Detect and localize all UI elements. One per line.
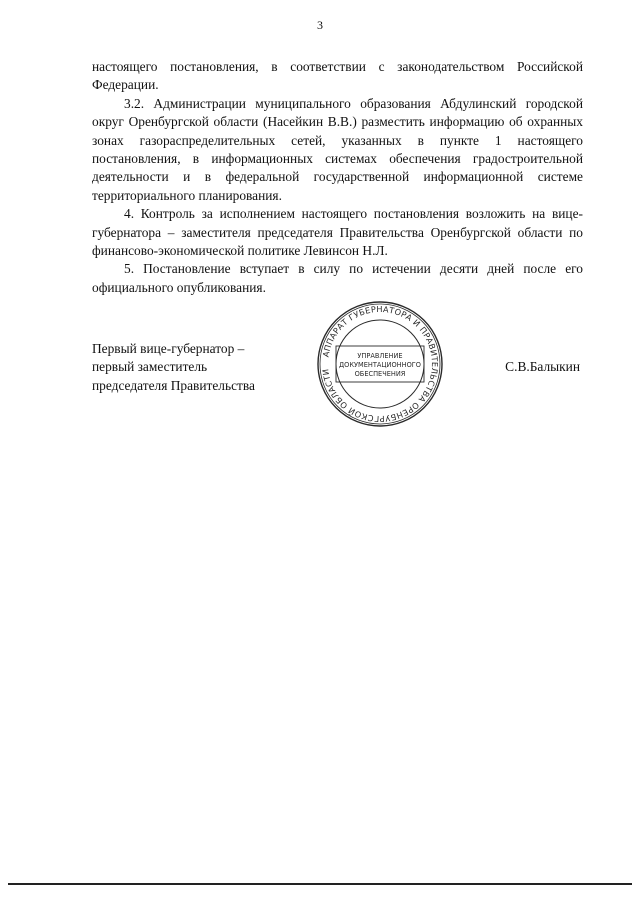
page-bottom-rule bbox=[8, 883, 632, 885]
signatory-position-line: председателя Правительства bbox=[92, 377, 255, 393]
document-body bbox=[92, 58, 583, 297]
page-number: 3 bbox=[317, 18, 323, 32]
signatory-name: С.В.Балыкин bbox=[505, 359, 580, 374]
signatory-position-line: Первый вице-губернатор – bbox=[92, 341, 245, 356]
paragraph-3-2: 3.2. Администрации муниципального образования Абдулинский городской округ Оренбургской области (Насейкин В.В.) разместить информацию об охранных зонах газораспределительных сетей, указанных в пункте 1 настоящего постановления, в информационных системах обеспечения градостроительной деятельности и в федеральной государственной информационной системе территориального планирования. bbox=[92, 95, 583, 203]
stamp-center-line: ДОКУМЕНТАЦИОННОГО bbox=[339, 361, 421, 369]
paragraph-5: 5. Постановление вступает в силу по истечении десяти дней после его официального опубликования. bbox=[92, 261, 583, 295]
stamp-center-line: ОБЕСПЕЧЕНИЯ bbox=[354, 370, 406, 378]
paragraph-continuation: настоящего постановления, в соответствии с законодательством Российской Федерации. bbox=[92, 59, 583, 93]
signatory-position-line: первый заместитель bbox=[92, 359, 208, 375]
signatory-position bbox=[92, 340, 292, 395]
paragraph-4: 4. Контроль за исполнением настоящего постановления возложить на вице-губернатора – заместителя председателя Правительства Оренбургской области по финансово-экономической политике Левинсон Н.Л. bbox=[92, 206, 583, 259]
official-stamp bbox=[316, 300, 444, 428]
stamp-ring-text: АППАРАТ ГУБЕРНАТОРА И ПРАВИТЕЛЬСТВА ОРЕНБУРГСКОЙ ОБЛАСТИ bbox=[320, 303, 441, 425]
stamp-center-line: УПРАВЛЕНИЕ bbox=[357, 352, 403, 360]
